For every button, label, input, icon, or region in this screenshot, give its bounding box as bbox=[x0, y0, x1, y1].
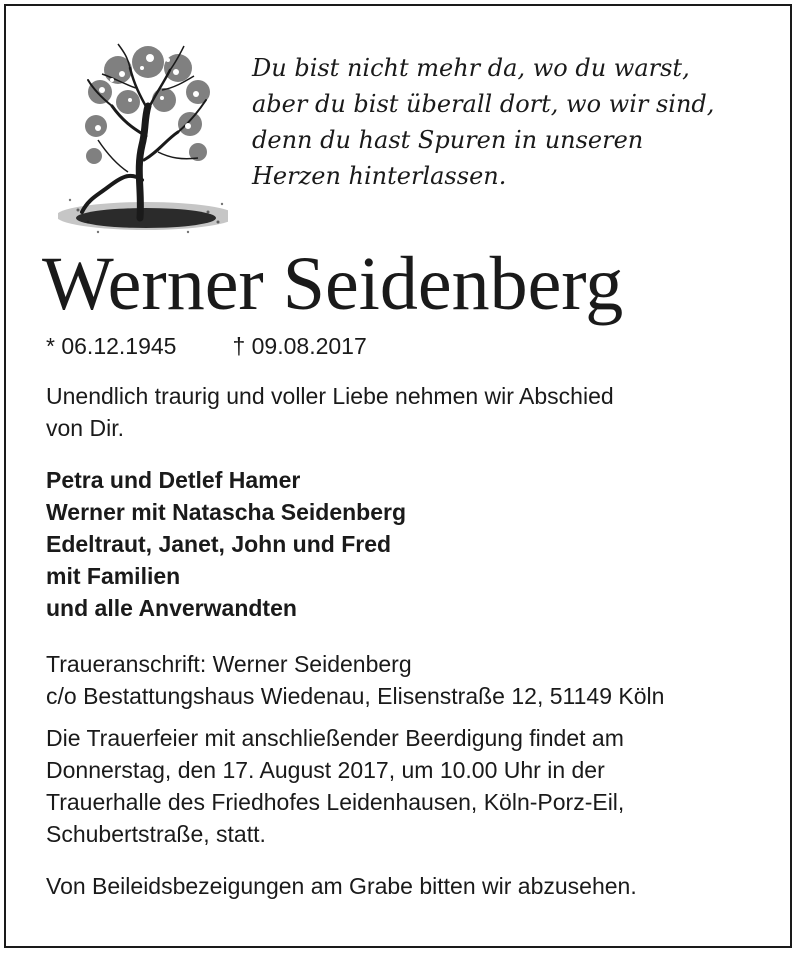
family-line: mit Familien bbox=[46, 563, 181, 589]
tree-icon bbox=[58, 40, 228, 240]
family-line: und alle Anverwandten bbox=[46, 595, 297, 621]
closing-note: Von Beileidsbezeigungen am Grabe bitten wir abzusehen. bbox=[46, 873, 637, 899]
address-line: c/o Bestattungshaus Wiedenau, Elisenstraße 12, 51149 Köln bbox=[46, 683, 665, 709]
farewell-line: Unendlich traurig und voller Liebe nehmen wir Abschied bbox=[46, 383, 614, 409]
ceremony-info bbox=[46, 722, 766, 850]
deceased-name: Werner Seidenberg bbox=[42, 242, 624, 326]
address-line: Traueranschrift: Werner Seidenberg bbox=[46, 651, 412, 677]
poem-line: aber du bist überall dort, wo wir sind, bbox=[252, 90, 715, 118]
ceremony-line: Donnerstag, den 17. August 2017, um 10.00 Uhr in der bbox=[46, 757, 605, 783]
birth-date: * 06.12.1945 bbox=[46, 333, 177, 359]
poem-line: Herzen hinterlassen. bbox=[252, 162, 507, 190]
death-date: † 09.08.2017 bbox=[232, 333, 367, 359]
poem-line: denn du hast Spuren in unseren bbox=[252, 126, 644, 154]
poem bbox=[252, 50, 772, 194]
poem-line: Du bist nicht mehr da, wo du warst, bbox=[252, 54, 690, 82]
life-dates bbox=[46, 330, 367, 362]
family-list bbox=[46, 464, 766, 624]
ceremony-line: Die Trauerfeier mit anschließender Beerdigung findet am bbox=[46, 725, 624, 751]
farewell-line: von Dir. bbox=[46, 415, 124, 441]
family-line: Petra und Detlef Hamer bbox=[46, 467, 301, 493]
ceremony-line: Trauerhalle des Friedhofes Leidenhausen, Köln-Porz-Eil, bbox=[46, 789, 625, 815]
farewell-text bbox=[46, 380, 766, 444]
family-line: Edeltraut, Janet, John und Fred bbox=[46, 531, 392, 557]
family-line: Werner mit Natascha Seidenberg bbox=[46, 499, 407, 525]
ceremony-line: Schubertstraße, statt. bbox=[46, 821, 266, 847]
mourning-address bbox=[46, 648, 766, 712]
